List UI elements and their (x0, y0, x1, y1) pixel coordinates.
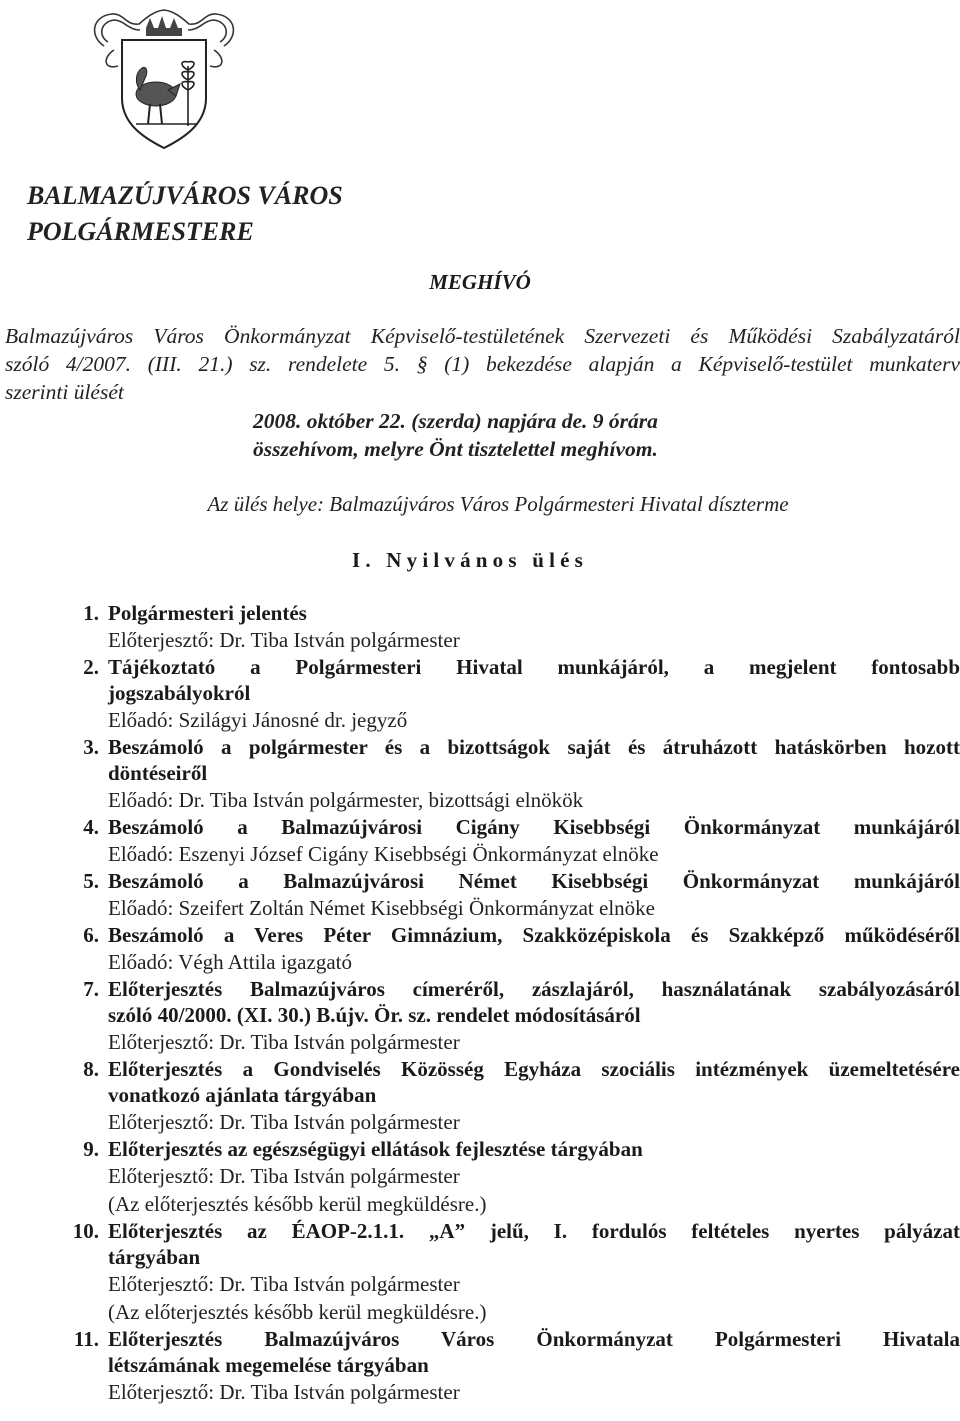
issuer-line-2: POLGÁRMESTERE (27, 217, 254, 246)
agenda-item-presenter: Előadó: Dr. Tiba István polgármester, bizottsági elnökök (108, 788, 584, 812)
agenda-item-title: tárgyában (108, 1245, 201, 1269)
agenda-list (0, 600, 960, 1406)
agenda-item-title: Beszámoló a Veres Péter Gimnázium, Szakközépiskola és Szakképző működéséről (108, 923, 960, 947)
agenda-item (0, 1326, 960, 1406)
agenda-item-number: 7. (83, 977, 99, 1001)
agenda-item-title: létszámának megemelése tárgyában (108, 1353, 429, 1377)
agenda-item-title: Előterjesztés a Gondviselés Közösség Egyháza szociális intézmények üzemeltetésére (108, 1057, 960, 1081)
issuer-line-1: BALMAZÚJVÁROS VÁROS (27, 181, 343, 210)
agenda-item-presenter: (Az előterjesztés később kerül megküldésre.) (108, 1192, 487, 1216)
intro-line-2: szóló 4/2007. (III. 21.) sz. rendelete 5. § (1) bekezdése alapján a Képviselő-testület munkaterv (5, 352, 960, 376)
agenda-item-number: 1. (83, 601, 99, 625)
issuer-title (27, 178, 343, 250)
agenda-item-presenter: Előadó: Szilágyi Jánosné dr. jegyző (108, 708, 408, 732)
coat-of-arms-logo (84, 6, 244, 154)
agenda-item-number: 8. (83, 1057, 99, 1081)
agenda-item-title: vonatkozó ajánlata tárgyában (108, 1083, 377, 1107)
agenda-item (0, 654, 960, 734)
agenda-item-title: döntéseiről (108, 761, 208, 785)
document-heading (0, 270, 960, 295)
summon-text: összehívom, melyre Önt tisztelettel meghívom. (253, 437, 658, 461)
agenda-item-presenter: (Az előterjesztés később kerül megküldésre.) (108, 1300, 487, 1324)
intro-line-1: Balmazújváros Város Önkormányzat Képviselő-testületének Szervezeti és Működési Szabályzatáról (5, 324, 960, 348)
agenda-item-number: 9. (83, 1137, 99, 1161)
venue (0, 492, 960, 517)
agenda-item-title: Előterjesztés Balmazújváros címeréről, zászlajáról, használatának szabályozásáról (108, 977, 960, 1001)
agenda-item-presenter: Előterjesztő: Dr. Tiba István polgármester (108, 628, 460, 652)
agenda-item-presenter: Előterjesztő: Dr. Tiba István polgármester (108, 1030, 460, 1054)
agenda-item-title: Beszámoló a Balmazújvárosi Német Kisebbségi Önkormányzat munkájáról (108, 869, 960, 893)
meeting-date-block (253, 407, 658, 463)
agenda-item-presenter: Előadó: Végh Attila igazgató (108, 950, 352, 974)
session-title: I. Nyilvános ülés (352, 548, 589, 572)
agenda-item-title: Beszámoló a polgármester és a bizottságok saját és átruházott hatáskörben hozott (108, 735, 960, 759)
agenda-item (0, 1136, 960, 1218)
agenda-item-number: 11. (73, 1327, 99, 1351)
agenda-item (0, 1218, 960, 1326)
agenda-item-number: 4. (83, 815, 99, 839)
agenda-item (0, 976, 960, 1056)
intro-line-3: szerinti ülését (5, 380, 124, 404)
agenda-item-presenter: Előterjesztő: Dr. Tiba István polgármester (108, 1110, 460, 1134)
venue-text: Az ülés helye: Balmazújváros Város Polgármesteri Hivatal díszterme (207, 492, 789, 516)
agenda-item (0, 922, 960, 976)
agenda-item-title: Előterjesztés Balmazújváros Város Önkormányzat Polgármesteri Hivatala (108, 1327, 960, 1351)
agenda-item-number: 6. (83, 923, 99, 947)
agenda-item-presenter: Előterjesztő: Dr. Tiba István polgármester (108, 1164, 460, 1188)
agenda-item (0, 734, 960, 814)
agenda-item-title: Polgármesteri jelentés (108, 601, 307, 625)
agenda-item-title: Előterjesztés az egészségügyi ellátások fejlesztése tárgyában (108, 1137, 643, 1161)
heading-text: MEGHÍVÓ (429, 270, 531, 294)
agenda-item-title: szóló 40/2000. (XI. 30.) B.újv. Ör. sz. rendelet módosításáról (108, 1003, 641, 1027)
intro-paragraph (5, 322, 960, 406)
agenda-item (0, 868, 960, 922)
agenda-item-title: Előterjesztés az ÉAOP-2.1.1. „A” jelű, I. fordulós feltételes nyertes pályázat (108, 1219, 960, 1243)
agenda-item-number: 5. (83, 869, 99, 893)
agenda-item-title: Beszámoló a Balmazújvárosi Cigány Kisebbségi Önkormányzat munkájáról (108, 815, 960, 839)
meeting-date: 2008. október 22. (szerda) napjára de. 9 órára (253, 409, 658, 433)
agenda-item-title: Tájékoztató a Polgármesteri Hivatal munkájáról, a megjelent fontosabb (108, 655, 960, 679)
agenda-item-presenter: Előadó: Szeifert Zoltán Német Kisebbségi Önkormányzat elnöke (108, 896, 655, 920)
agenda-item (0, 814, 960, 868)
agenda-item-presenter: Előadó: Eszenyi József Cigány Kisebbségi Önkormányzat elnöke (108, 842, 659, 866)
agenda-item-number: 2. (83, 655, 99, 679)
agenda-item-presenter: Előterjesztő: Dr. Tiba István polgármester (108, 1380, 460, 1404)
agenda-item-title: jogszabályokról (108, 681, 251, 705)
agenda-item (0, 600, 960, 654)
agenda-item (0, 1056, 960, 1136)
agenda-item-number: 3. (83, 735, 99, 759)
agenda-item-presenter: Előterjesztő: Dr. Tiba István polgármester (108, 1272, 460, 1296)
agenda-item-number: 10. (72, 1219, 99, 1243)
